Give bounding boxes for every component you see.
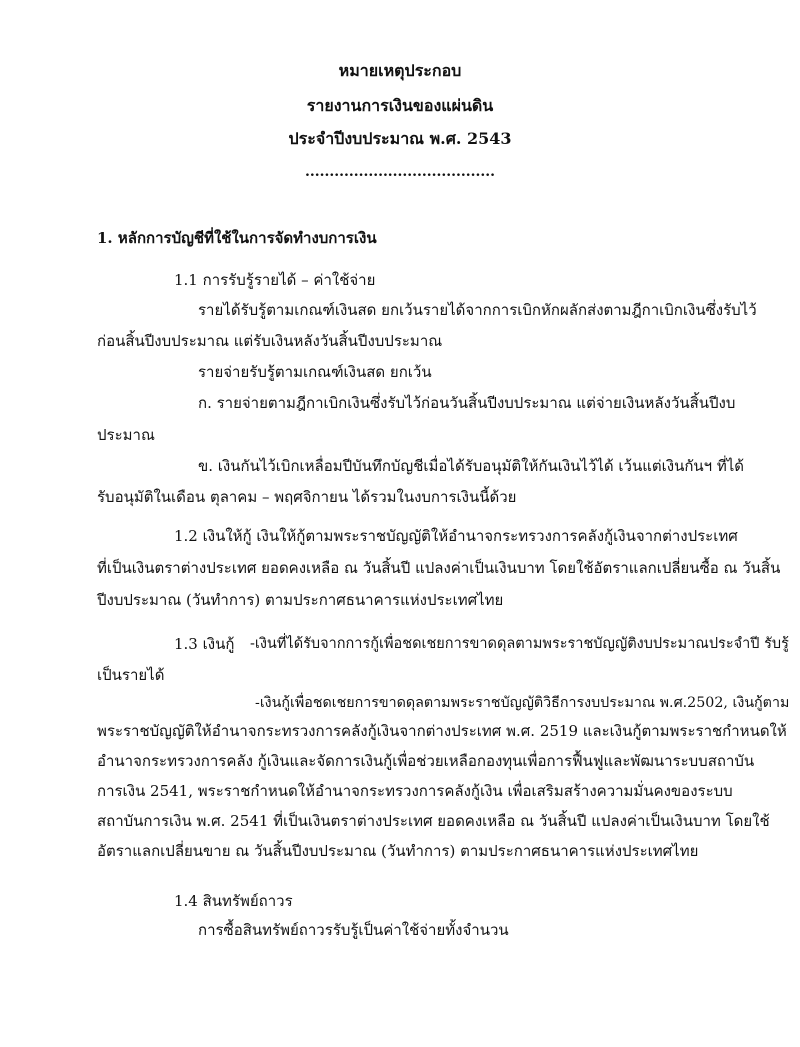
paragraph-line: ที่เป็นเงินตราต่างประเทศ ยอดคงเหลือ ณ วันสิ้นปี แปลงค่าเป็นเงินบาท โดยใช้อัตราแลกเปลี่ยนซื้อ ณ วันสิ้น	[97, 559, 781, 577]
list-item-kha: ข. เงินกันไว้เบิกเหลื่อมปีบันทึกบัญชีเมื่อได้รับอนุมัติให้กันเงินไว้ได้ เว้นแต่เงินกันฯ ที่ได้	[198, 457, 745, 475]
paragraph-line: รับอนุมัติในเดือน ตุลาคม – พฤศจิกายน ได้รวมในงบการเงินนี้ด้วย	[97, 488, 517, 506]
paragraph-line: รายจ่ายรับรู้ตามเกณฑ์เงินสด ยกเว้น	[198, 363, 432, 381]
paragraph-line: ก่อนสิ้นปีงบประมาณ แต่รับเงินหลังวันสิ้นปีงบประมาณ	[97, 332, 443, 350]
doc-fiscal-year: ประจำปีงบประมาณ พ.ศ. 2543	[288, 129, 512, 148]
paragraph-line: พระราชบัญญัติให้อำนาจกระทรวงการคลังกู้เงินจากต่างประเทศ พ.ศ. 2519 และเงินกู้ตามพระราชกำหนดให้	[97, 722, 787, 740]
paragraph-line: ประมาณ	[97, 426, 155, 444]
doc-subtitle: รายงานการเงินของแผ่นดิน	[306, 96, 494, 115]
subsection-heading-1-3: 1.3 เงินกู้	[174, 635, 235, 653]
paragraph-line: การเงิน 2541, พระราชกำหนดให้อำนาจกระทรวงการคลังกู้เงิน เพื่อเสริมสร้างความมั่นคงของระบบ	[97, 782, 733, 800]
subsection-1-2-line: 1.2 เงินให้กู้ เงินให้กู้ตามพระราชบัญญัติให้อำนาจกระทรวงการคลังกู้เงินจากต่างประเทศ	[174, 527, 738, 545]
paragraph-line: สถาบันการเงิน พ.ศ. 2541 ที่เป็นเงินตราต่างประเทศ ยอดคงเหลือ ณ วันสิ้นปี แปลงค่าเป็นเงินบาท โดยใช้	[97, 812, 770, 830]
doc-title: หมายเหตุประกอบ	[338, 61, 462, 80]
paragraph-line: ปีงบประมาณ (วันทำการ) ตามประกาศธนาคารแห่งประเทศไทย	[97, 591, 504, 609]
paragraph-line: รายได้รับรู้ตามเกณฑ์เงินสด ยกเว้นรายได้จากการเบิกหักผลักส่งตามฎีกาเบิกเงินซึ่งรับไว้	[198, 301, 757, 319]
paragraph-line: -เงินกู้เพื่อชดเชยการขาดดุลตามพระราชบัญญัติวิธีการงบประมาณ พ.ศ.2502, เงินกู้ตาม	[255, 695, 790, 711]
paragraph-line: อัตราแลกเปลี่ยนขาย ณ วันสิ้นปีงบประมาณ (วันทำการ) ตามประกาศธนาคารแห่งประเทศไทย	[97, 842, 699, 860]
subsection-heading-1-4: 1.4 สินทรัพย์ถาวร	[174, 892, 293, 910]
section-heading: 1. หลักการบัญชีที่ใช้ในการจัดทำงบการเงิน	[97, 229, 377, 247]
subsection-heading-1-1: 1.1 การรับรู้รายได้ – ค่าใช้จ่าย	[174, 271, 376, 289]
title-separator: .......................................	[304, 164, 496, 180]
paragraph-line: เป็นรายได้	[97, 666, 165, 684]
list-item-ka: ก. รายจ่ายตามฎีกาเบิกเงินซึ่งรับไว้ก่อนวันสิ้นปีงบประมาณ แต่จ่ายเงินหลังวันสิ้นปีงบ	[198, 394, 736, 412]
paragraph-line: -เงินที่ได้รับจากการกู้เพื่อชดเชยการขาดดุลตามพระราชบัญญัติงบประมาณประจำปี รับรู้	[250, 636, 789, 652]
paragraph-line: อำนาจกระทรวงการคลัง กู้เงินและจัดการเงินกู้เพื่อช่วยเหลือกองทุนเพื่อการฟื้นฟูและพัฒนาระบบสถาบัน	[97, 752, 755, 770]
paragraph-line: การซื้อสินทรัพย์ถาวรรับรู้เป็นค่าใช้จ่ายทั้งจำนวน	[198, 921, 509, 939]
